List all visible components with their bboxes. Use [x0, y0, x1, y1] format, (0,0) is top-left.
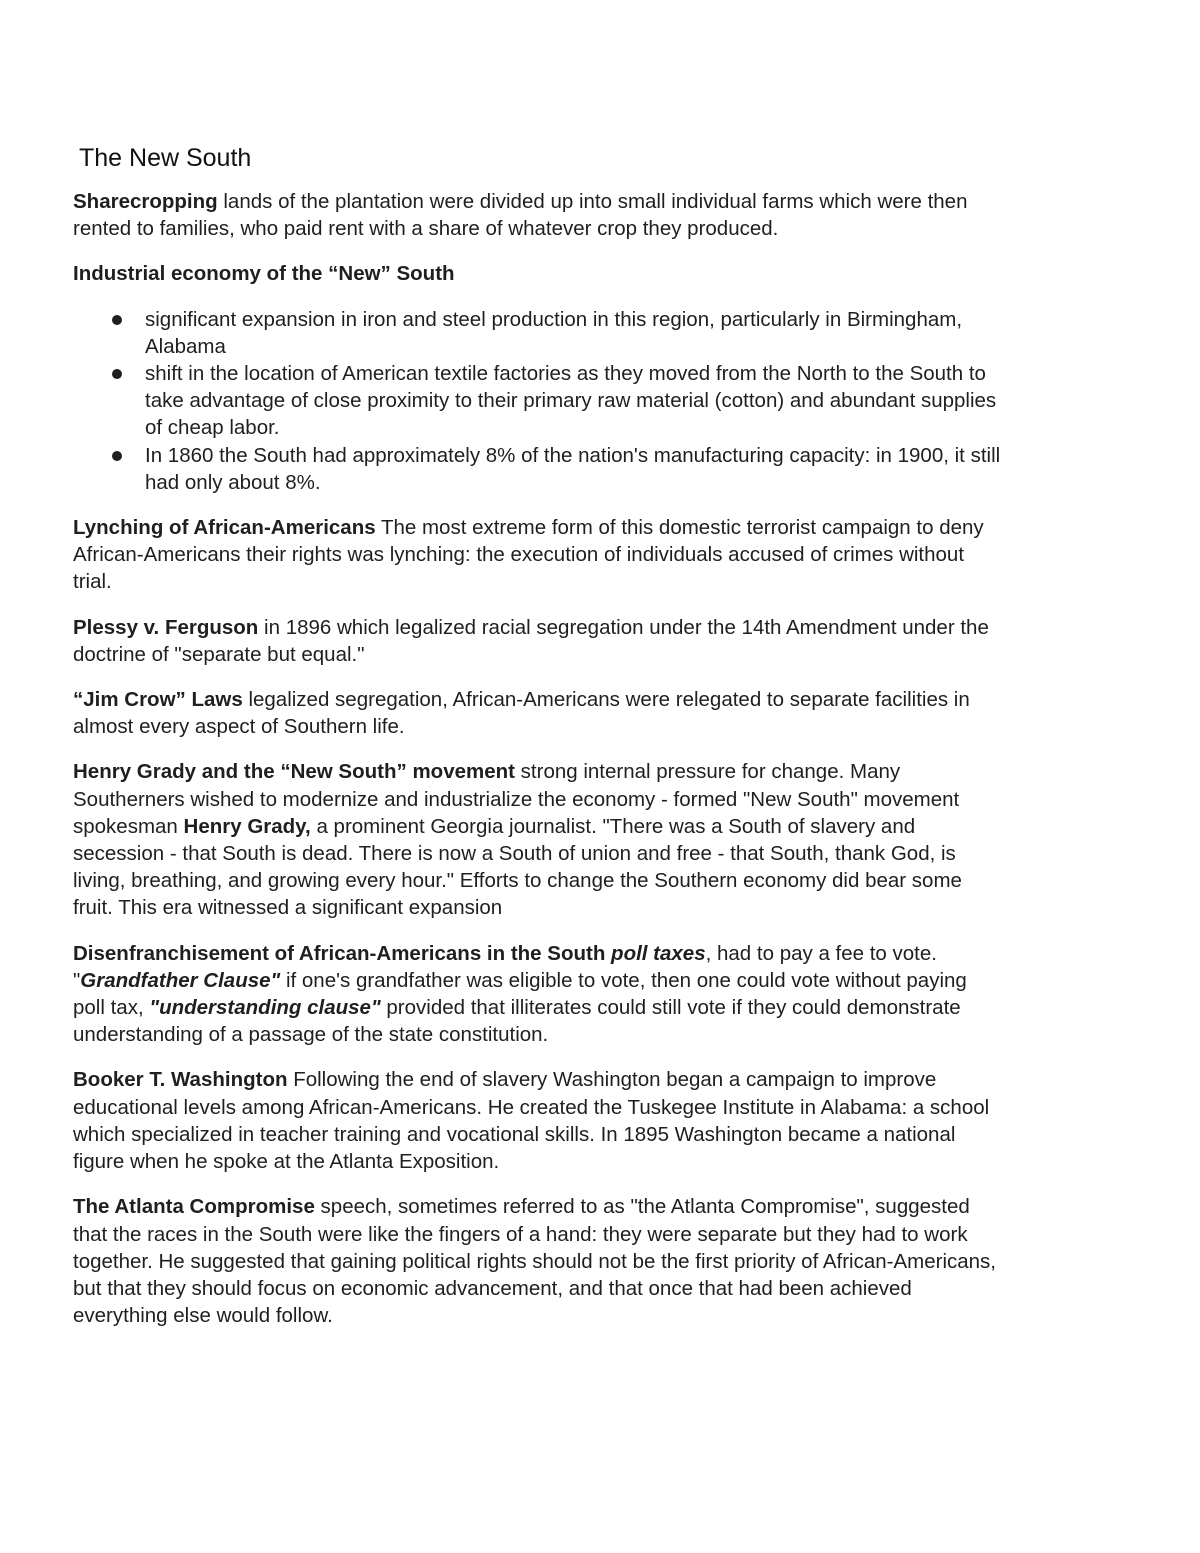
- bullet-icon: [112, 369, 122, 379]
- sharecropping-term: Sharecropping: [73, 190, 218, 213]
- understanding-clause-term: "understanding clause": [149, 996, 381, 1020]
- grady-entry: [73, 758, 1003, 921]
- booker-term: Booker T. Washington: [73, 1068, 288, 1092]
- list-item: [145, 306, 1003, 360]
- poll-taxes-term: poll taxes: [611, 941, 706, 965]
- jim-crow-entry: [73, 686, 1003, 740]
- atlanta-text: speech, sometimes referred to as "the Atlanta Compromise", suggested that the races in the South were like the fingers of a hand: they were separate but they had to work together. He suggested that gaining political rights should not be the first priority of African-Americans, but that they should focus on economic advancement, and that once that had been achieved everything else would follow.: [73, 1195, 997, 1328]
- disenfranchisement-text-2: if one's grandfather was eligible to vote, then one could vote without paying poll tax,: [73, 968, 967, 1020]
- lynching-text: The most extreme form of this domestic terrorist campaign to deny African-Americans their rights was lynching: the execution of individuals accused of crimes without trial.: [73, 516, 984, 594]
- industrial-heading: Industrial economy of the “New” South: [73, 262, 455, 286]
- list-item-text: shift in the location of American textile factories as they moved from the North to the South to take advantage of close proximity to their primary raw material (cotton) and abundant supplies of cheap labor.: [145, 362, 997, 440]
- grady-term: Henry Grady and the “New South” movement: [73, 760, 515, 784]
- atlanta-term: The Atlanta Compromise: [73, 1195, 315, 1219]
- disenfranchisement-text-3: provided that illiterates could still vote if they could demonstrate understanding of a passage of the state constitution.: [73, 996, 961, 1047]
- disenfranchisement-entry: [73, 940, 1003, 1049]
- bullet-icon: [112, 451, 122, 461]
- booker-text: Following the end of slavery Washington began a campaign to improve educational levels among African-Americans. He created the Tuskegee Institute in Alabama: a school which specialized in teacher training and vocational skills. In 1895 Washington became a national figure when he spoke at the Atlanta Exposition.: [73, 1068, 990, 1174]
- grady-text-2: a prominent Georgia journalist. "There was a South of slavery and secession - that South is dead. There is now a South of union and free - that South, thank God, is living, breathing, and growing every hour." Efforts to change the Southern economy did bear some fruit. This era witnessed a significant expansion: [73, 814, 962, 920]
- document-page: [73, 140, 1003, 1347]
- booker-entry: [73, 1066, 1003, 1175]
- list-item-text: significant expansion in iron and steel production in this region, particularly in Birmingham, Alabama: [145, 307, 963, 358]
- grandfather-clause-term: Grandfather Clause": [80, 968, 281, 992]
- disenfranchisement-term: Disenfranchisement of African-Americans in the South: [73, 941, 612, 965]
- grady-name: Henry Grady,: [183, 814, 311, 838]
- plessy-text: in 1896 which legalized racial segregation under the 14th Amendment under the doctrine of "separate but equal.": [73, 615, 989, 666]
- bullet-icon: [112, 315, 122, 325]
- plessy-entry: [73, 614, 1003, 668]
- page-title: The New South: [79, 144, 252, 172]
- list-item: [145, 442, 1003, 496]
- industrial-bullet-list: [73, 306, 1003, 496]
- lynching-entry: [73, 514, 1003, 596]
- plessy-term: Plessy v. Ferguson: [73, 615, 259, 639]
- sharecropping-entry: [73, 188, 1003, 242]
- atlanta-entry: [73, 1193, 1003, 1329]
- grady-text-1: strong internal pressure for change. Many Southerners wished to modernize and industrialize the economy - formed "New South" movement spokesman: [73, 760, 960, 838]
- jim-crow-text: legalized segregation, African-Americans were relegated to separate facilities in almost every aspect of Southern life.: [73, 688, 970, 739]
- jim-crow-term: “Jim Crow” Laws: [73, 688, 243, 712]
- list-item: [145, 360, 1003, 442]
- list-item-text: In 1860 the South had approximately 8% of the nation's manufacturing capacity: in 1900, it still had only about 8%.: [145, 443, 1001, 494]
- sharecropping-text: lands of the plantation were divided up into small individual farms which were then rented to families, who paid rent with a share of whatever crop they produced.: [73, 190, 968, 241]
- disenfranchisement-text-1: , had to pay a fee to vote. ": [73, 941, 937, 992]
- lynching-term: Lynching of African-Americans: [73, 516, 376, 540]
